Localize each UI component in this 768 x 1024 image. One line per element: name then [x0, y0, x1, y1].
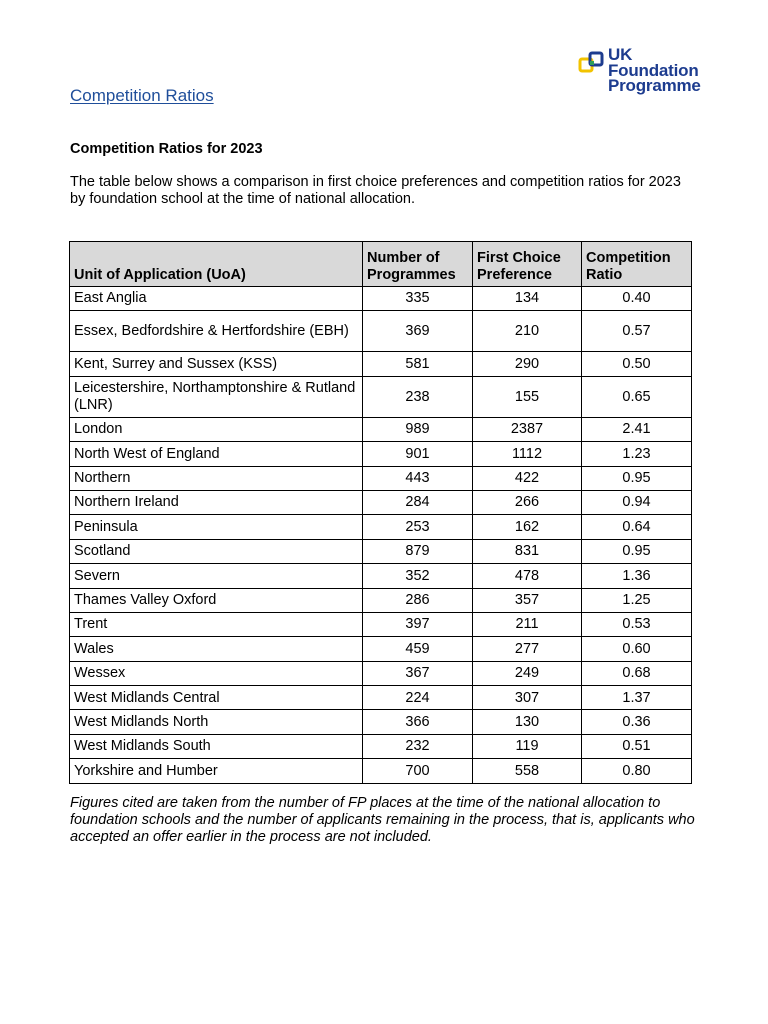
cell-number-of-programmes: 366: [363, 710, 473, 734]
cell-unit-of-application: Essex, Bedfordshire & Hertfordshire (EBH): [70, 311, 363, 352]
cell-competition-ratio: 0.40: [582, 287, 692, 311]
cell-unit-of-application: West Midlands South: [70, 734, 363, 758]
cell-unit-of-application: Thames Valley Oxford: [70, 588, 363, 612]
competition-ratios-table: [69, 241, 692, 784]
cell-competition-ratio: 0.65: [582, 376, 692, 417]
cell-unit-of-application: West Midlands Central: [70, 686, 363, 710]
cell-first-choice-preference: 422: [473, 466, 582, 490]
table-row: [70, 442, 692, 466]
table-body: [70, 287, 692, 784]
cell-first-choice-preference: 1112: [473, 442, 582, 466]
cell-unit-of-application: Scotland: [70, 539, 363, 563]
cell-unit-of-application: Northern: [70, 466, 363, 490]
cell-competition-ratio: 1.25: [582, 588, 692, 612]
cell-first-choice-preference: 210: [473, 311, 582, 352]
cell-unit-of-application: East Anglia: [70, 287, 363, 311]
cell-first-choice-preference: 831: [473, 539, 582, 563]
cell-first-choice-preference: 211: [473, 612, 582, 636]
cell-number-of-programmes: 224: [363, 686, 473, 710]
cell-number-of-programmes: 367: [363, 661, 473, 685]
header-number-of-programmes: Number of Programmes: [363, 242, 473, 287]
table-row: [70, 515, 692, 539]
cell-unit-of-application: Wessex: [70, 661, 363, 685]
table-row: [70, 490, 692, 514]
cell-number-of-programmes: 238: [363, 376, 473, 417]
cell-competition-ratio: 0.36: [582, 710, 692, 734]
cell-competition-ratio: 0.53: [582, 612, 692, 636]
table-row: [70, 588, 692, 612]
section-subtitle: Competition Ratios for 2023: [70, 141, 263, 157]
table-row: [70, 376, 692, 417]
table-row: [70, 539, 692, 563]
cell-number-of-programmes: 989: [363, 417, 473, 441]
cell-unit-of-application: Wales: [70, 637, 363, 661]
cell-first-choice-preference: 307: [473, 686, 582, 710]
cell-first-choice-preference: 266: [473, 490, 582, 514]
cell-competition-ratio: 0.68: [582, 661, 692, 685]
cell-unit-of-application: London: [70, 417, 363, 441]
cell-first-choice-preference: 162: [473, 515, 582, 539]
logo-line-uk: UK: [608, 45, 633, 64]
table-row: [70, 612, 692, 636]
cell-unit-of-application: Kent, Surrey and Sussex (KSS): [70, 352, 363, 376]
table-row: [70, 661, 692, 685]
header-unit-of-application: Unit of Application (UoA): [70, 242, 363, 287]
cell-competition-ratio: 1.37: [582, 686, 692, 710]
cell-number-of-programmes: 286: [363, 588, 473, 612]
cell-number-of-programmes: 879: [363, 539, 473, 563]
intro-paragraph: The table below shows a comparison in first choice preferences and competition ratios for 2023 by foundation school at the time of national allocation.: [70, 174, 681, 207]
cell-competition-ratio: 0.60: [582, 637, 692, 661]
cell-first-choice-preference: 558: [473, 759, 582, 783]
table-row: [70, 637, 692, 661]
cell-competition-ratio: 0.50: [582, 352, 692, 376]
table-row: [70, 564, 692, 588]
cell-competition-ratio: 0.57: [582, 311, 692, 352]
cell-number-of-programmes: 581: [363, 352, 473, 376]
cell-competition-ratio: 0.94: [582, 490, 692, 514]
cell-competition-ratio: 0.64: [582, 515, 692, 539]
cell-number-of-programmes: 459: [363, 637, 473, 661]
table-row: [70, 352, 692, 376]
page-title: Competition Ratios: [70, 86, 214, 105]
logo-text: [608, 47, 701, 94]
cell-number-of-programmes: 397: [363, 612, 473, 636]
table-row: [70, 710, 692, 734]
cell-first-choice-preference: 249: [473, 661, 582, 685]
header-competition-ratio: Competition Ratio: [582, 242, 692, 287]
cell-number-of-programmes: 253: [363, 515, 473, 539]
table-row: [70, 466, 692, 490]
table-row: [70, 759, 692, 783]
cell-competition-ratio: 2.41: [582, 417, 692, 441]
cell-number-of-programmes: 352: [363, 564, 473, 588]
cell-unit-of-application: North West of England: [70, 442, 363, 466]
cell-unit-of-application: West Midlands North: [70, 710, 363, 734]
table-row: [70, 311, 692, 352]
table-header-row: [70, 242, 692, 287]
cell-first-choice-preference: 130: [473, 710, 582, 734]
logo-line-programme: Programme: [608, 76, 701, 95]
cell-number-of-programmes: 232: [363, 734, 473, 758]
cell-first-choice-preference: 290: [473, 352, 582, 376]
cell-number-of-programmes: 335: [363, 287, 473, 311]
cell-unit-of-application: Yorkshire and Humber: [70, 759, 363, 783]
cell-number-of-programmes: 443: [363, 466, 473, 490]
cell-first-choice-preference: 119: [473, 734, 582, 758]
cell-unit-of-application: Severn: [70, 564, 363, 588]
cell-competition-ratio: 0.51: [582, 734, 692, 758]
cell-competition-ratio: 0.80: [582, 759, 692, 783]
cell-first-choice-preference: 357: [473, 588, 582, 612]
footnote: Figures cited are taken from the number of FP places at the time of the national allocation to foundation schools and the number of applicants remaining in the process, that is, applicants who accepted an offer earlier in the process are not included.: [70, 795, 695, 845]
logo-mark-icon: [578, 51, 608, 79]
cell-first-choice-preference: 134: [473, 287, 582, 311]
table-row: [70, 287, 692, 311]
table-row: [70, 417, 692, 441]
cell-competition-ratio: 0.95: [582, 466, 692, 490]
header-first-choice-preference: First Choice Preference: [473, 242, 582, 287]
cell-first-choice-preference: 2387: [473, 417, 582, 441]
table-row: [70, 734, 692, 758]
cell-number-of-programmes: 700: [363, 759, 473, 783]
cell-number-of-programmes: 901: [363, 442, 473, 466]
cell-first-choice-preference: 155: [473, 376, 582, 417]
cell-number-of-programmes: 369: [363, 311, 473, 352]
cell-number-of-programmes: 284: [363, 490, 473, 514]
cell-first-choice-preference: 478: [473, 564, 582, 588]
cell-competition-ratio: 0.95: [582, 539, 692, 563]
cell-competition-ratio: 1.23: [582, 442, 692, 466]
logo-line-foundation: Foundation: [608, 60, 699, 80]
cell-unit-of-application: Peninsula: [70, 515, 363, 539]
uk-foundation-programme-logo: [578, 47, 728, 99]
cell-unit-of-application: Leicestershire, Northamptonshire & Rutland (LNR): [70, 376, 363, 417]
cell-unit-of-application: Northern Ireland: [70, 490, 363, 514]
cell-first-choice-preference: 277: [473, 637, 582, 661]
cell-competition-ratio: 1.36: [582, 564, 692, 588]
table-row: [70, 686, 692, 710]
cell-unit-of-application: Trent: [70, 612, 363, 636]
